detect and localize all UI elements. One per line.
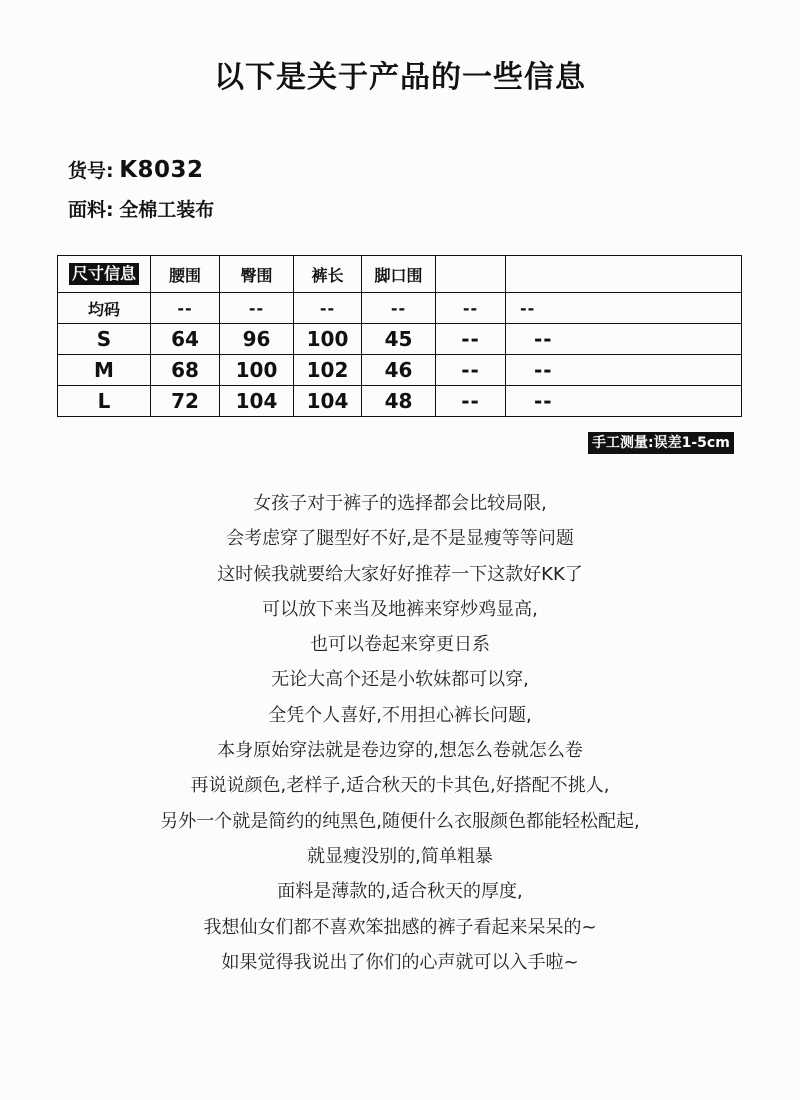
table-row	[58, 293, 742, 324]
table-cell: 100	[220, 355, 294, 386]
table-cell: 102	[294, 355, 362, 386]
header-cell-length: 裤长	[294, 256, 362, 293]
table-cell: --	[220, 293, 294, 324]
table-cell: --	[506, 386, 742, 417]
table-cell: 104	[294, 386, 362, 417]
table-cell: --	[362, 293, 436, 324]
fabric-label: 面料:	[68, 199, 114, 221]
table-cell: --	[436, 355, 506, 386]
fabric-line	[68, 195, 214, 222]
table-cell: 68	[151, 355, 220, 386]
sku-line	[68, 156, 204, 183]
description-line: 如果觉得我说出了你们的心声就可以入手啦~	[221, 951, 579, 973]
description-line: 面料是薄款的,适合秋天的厚度,	[277, 881, 523, 903]
sku-value: K8032	[119, 157, 204, 183]
table-cell: --	[436, 386, 506, 417]
page-title: 以下是关于产品的一些信息	[214, 60, 586, 95]
table-cell: 104	[220, 386, 294, 417]
table-cell: --	[506, 355, 742, 386]
table-cell: --	[436, 324, 506, 355]
table-cell: 100	[294, 324, 362, 355]
measurement-note-badge: 手工测量:误差1-5cm	[588, 432, 734, 454]
description-line: 就显瘦没别的,简单粗暴	[307, 845, 493, 867]
table-cell: --	[151, 293, 220, 324]
table-cell: --	[294, 293, 362, 324]
table-cell: 96	[220, 324, 294, 355]
description-line: 全凭个人喜好,不用担心裤长问题,	[268, 704, 532, 726]
table-cell: --	[506, 324, 742, 355]
description-line: 再说说颜色,老样子,适合秋天的卡其色,好搭配不挑人,	[190, 775, 610, 797]
table-row	[58, 324, 742, 355]
description-line: 可以放下来当及地裤来穿炒鸡显高,	[262, 598, 538, 620]
table-header-row	[58, 256, 742, 293]
table-cell: 48	[362, 386, 436, 417]
description-line: 也可以卷起来穿更日系	[310, 634, 490, 656]
description-line: 另外一个就是简约的纯黑色,随便什么衣服颜色都能轻松配起,	[160, 810, 640, 832]
description-line: 这时候我就要给大家好好推荐一下这款好KK了	[217, 563, 583, 585]
table-cell: M	[58, 355, 151, 386]
header-cell-size-info: 尺寸信息	[58, 256, 151, 293]
header-cell-leg-opening: 脚口围	[362, 256, 436, 293]
table-cell: L	[58, 386, 151, 417]
description-line: 会考虑穿了腿型好不好,是不是显瘦等等问题	[226, 528, 574, 550]
table-cell: --	[436, 293, 506, 324]
header-cell-hip: 臀围	[220, 256, 294, 293]
sku-label: 货号:	[68, 160, 114, 182]
header-cell-empty-1	[436, 256, 506, 293]
description-line: 我想仙女们都不喜欢笨拙感的裤子看起来呆呆的~	[203, 916, 597, 938]
description-line: 女孩子对于裤子的选择都会比较局限,	[253, 493, 547, 514]
header-cell-waist: 腰围	[151, 256, 220, 293]
table-cell: --	[506, 293, 742, 324]
fabric-value: 全棉工装布	[119, 199, 215, 221]
product-description	[0, 486, 800, 980]
table-cell: 72	[151, 386, 220, 417]
table-cell: 45	[362, 324, 436, 355]
table-cell: 均码	[58, 293, 151, 324]
table-row	[58, 355, 742, 386]
header-cell-empty-2	[506, 256, 742, 293]
description-line: 无论大高个还是小软妹都可以穿,	[271, 669, 529, 691]
size-table	[57, 255, 742, 417]
table-row	[58, 386, 742, 417]
table-cell: 46	[362, 355, 436, 386]
table-cell: S	[58, 324, 151, 355]
table-cell: 64	[151, 324, 220, 355]
description-line: 本身原始穿法就是卷边穿的,想怎么卷就怎么卷	[217, 740, 583, 762]
